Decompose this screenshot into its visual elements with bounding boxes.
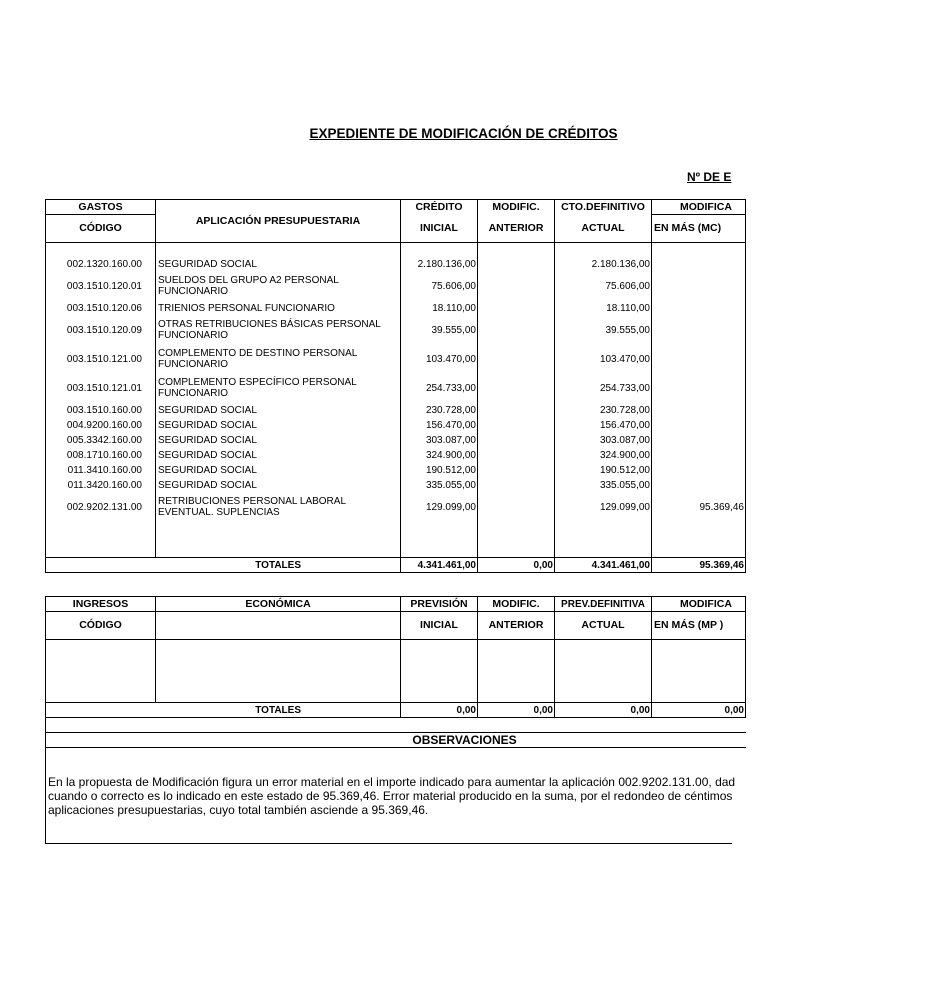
observaciones-title: OBSERVACIONES <box>412 733 517 747</box>
row-codigo: 003.1510.120.01 <box>46 272 156 301</box>
row-anterior <box>478 433 555 448</box>
row-anterior <box>478 374 555 403</box>
row-descripcion: SEGURIDAD SOCIAL <box>156 463 401 478</box>
row-inicial: 75.606,00 <box>401 272 478 301</box>
row-descripcion: SEGURIDAD SOCIAL <box>156 448 401 463</box>
row-en-mas <box>652 418 746 433</box>
row-descripcion: TRIENIOS PERSONAL FUNCIONARIO <box>156 301 401 316</box>
row-descripcion: SEGURIDAD SOCIAL <box>156 433 401 448</box>
row-anterior <box>478 493 555 522</box>
ingresos-inicial-header: INICIAL <box>401 612 478 640</box>
row-codigo: 003.1510.120.09 <box>46 316 156 345</box>
expediente-number-label: Nº DE E <box>687 170 732 184</box>
row-descripcion: OTRAS RETRIBUCIONES BÁSICAS PERSONAL FUNCIONARIO <box>156 316 401 345</box>
table-row <box>46 316 746 345</box>
row-descripcion: SEGURIDAD SOCIAL <box>156 403 401 418</box>
row-anterior <box>478 301 555 316</box>
document-title: EXPEDIENTE DE MODIFICACIÓN DE CRÉDITOS <box>309 126 618 141</box>
cto-definitivo-header: CTO.DEFINITIVO <box>555 200 652 215</box>
row-codigo: 005.3342.160.00 <box>46 433 156 448</box>
observaciones-line: aplicaciones presupuestarias, cuyo total también asciende a 95.369,46. <box>48 803 429 817</box>
row-codigo: 003.1510.121.00 <box>46 345 156 374</box>
row-actual: 75.606,00 <box>555 272 652 301</box>
ingresos-modific-header: MODIFIC. <box>478 597 555 612</box>
row-codigo: 004.9200.160.00 <box>46 418 156 433</box>
prevision-header: PREVISIÓN <box>401 597 478 612</box>
table-row <box>46 418 746 433</box>
gastos-table-container <box>45 199 744 573</box>
row-inicial: 254.733,00 <box>401 374 478 403</box>
row-inicial: 335.055,00 <box>401 478 478 493</box>
row-en-mas <box>652 448 746 463</box>
row-codigo: 003.1510.121.01 <box>46 374 156 403</box>
row-en-mas <box>652 301 746 316</box>
total-actual: 4.341.461,00 <box>555 558 652 573</box>
row-en-mas: 95.369,46 <box>652 493 746 522</box>
row-descripcion: SUELDOS DEL GRUPO A2 PERSONAL FUNCIONARIO <box>156 272 401 301</box>
modific-header: MODIFIC. <box>478 200 555 215</box>
row-codigo: 008.1710.160.00 <box>46 448 156 463</box>
ingresos-modificacion-header: MODIFICA <box>652 597 746 612</box>
total-inicial: 4.341.461,00 <box>401 558 478 573</box>
table-row <box>46 463 746 478</box>
row-descripcion: COMPLEMENTO ESPECÍFICO PERSONAL FUNCIONARIO <box>156 374 401 403</box>
row-anterior <box>478 345 555 374</box>
ingresos-anterior-header: ANTERIOR <box>478 612 555 640</box>
totales-label: TOTALES <box>156 558 401 573</box>
ingresos-total-en-mas: 0,00 <box>652 703 746 718</box>
ingresos-actual-header: ACTUAL <box>555 612 652 640</box>
row-en-mas <box>652 316 746 345</box>
row-codigo: 002.1320.160.00 <box>46 257 156 272</box>
table-row <box>46 257 746 272</box>
ingresos-totales-label: TOTALES <box>156 703 401 718</box>
row-actual: 230.728,00 <box>555 403 652 418</box>
table-row <box>46 374 746 403</box>
row-codigo: 003.1510.160.00 <box>46 403 156 418</box>
row-actual: 156.470,00 <box>555 418 652 433</box>
table-row <box>46 478 746 493</box>
gastos-totals-row <box>46 558 746 573</box>
ingresos-codigo-header: CÓDIGO <box>46 612 156 640</box>
row-codigo: 002.9202.131.00 <box>46 493 156 522</box>
row-en-mas <box>652 374 746 403</box>
row-inicial: 303.087,00 <box>401 433 478 448</box>
row-anterior <box>478 403 555 418</box>
row-anterior <box>478 272 555 301</box>
row-codigo: 011.3420.160.00 <box>46 478 156 493</box>
row-codigo: 003.1510.120.06 <box>46 301 156 316</box>
modificacion-header: MODIFICA <box>652 200 746 215</box>
table-row <box>46 403 746 418</box>
row-actual: 103.470,00 <box>555 345 652 374</box>
row-actual: 18.110,00 <box>555 301 652 316</box>
row-en-mas <box>652 478 746 493</box>
codigo-header: CÓDIGO <box>46 215 156 243</box>
observaciones-line: En la propuesta de Modificación figura un error material en el importe indicado para aumentar la aplicación 002.9202.131.00, dad <box>48 775 736 789</box>
row-anterior <box>478 316 555 345</box>
table-row <box>46 433 746 448</box>
inicial-header: INICIAL <box>401 215 478 243</box>
gastos-table <box>45 199 746 573</box>
row-anterior <box>478 448 555 463</box>
ingresos-header: INGRESOS <box>46 597 156 612</box>
row-actual: 335.055,00 <box>555 478 652 493</box>
ingresos-total-inicial: 0,00 <box>401 703 478 718</box>
ingresos-table <box>45 596 746 718</box>
row-inicial: 39.555,00 <box>401 316 478 345</box>
gastos-header: GASTOS <box>46 200 156 215</box>
row-actual: 324.900,00 <box>555 448 652 463</box>
row-actual: 2.180.136,00 <box>555 257 652 272</box>
row-inicial: 230.728,00 <box>401 403 478 418</box>
row-anterior <box>478 478 555 493</box>
row-en-mas <box>652 345 746 374</box>
row-en-mas <box>652 463 746 478</box>
row-descripcion: SEGURIDAD SOCIAL <box>156 418 401 433</box>
observaciones-section <box>45 717 736 844</box>
prev-definitiva-header: PREV.DEFINITIVA <box>555 597 652 612</box>
row-en-mas <box>652 403 746 418</box>
total-en-mas: 95.369,46 <box>652 558 746 573</box>
row-inicial: 103.470,00 <box>401 345 478 374</box>
row-actual: 190.512,00 <box>555 463 652 478</box>
row-descripcion: COMPLEMENTO DE DESTINO PERSONAL FUNCIONARIO <box>156 345 401 374</box>
table-row <box>46 272 746 301</box>
credito-header: CRÉDITO <box>401 200 478 215</box>
total-anterior: 0,00 <box>478 558 555 573</box>
row-anterior <box>478 257 555 272</box>
row-inicial: 2.180.136,00 <box>401 257 478 272</box>
ingresos-totals-row <box>46 703 746 718</box>
row-inicial: 190.512,00 <box>401 463 478 478</box>
row-anterior <box>478 463 555 478</box>
row-actual: 303.087,00 <box>555 433 652 448</box>
row-en-mas <box>652 257 746 272</box>
row-actual: 254.733,00 <box>555 374 652 403</box>
observaciones-line: cuando o correcto es lo indicado en este estado de 95.369,46. Error material producido en la suma, por el redondeo de céntimos <box>48 789 733 803</box>
row-codigo: 011.3410.160.00 <box>46 463 156 478</box>
table-row <box>46 345 746 374</box>
table-row <box>46 448 746 463</box>
row-anterior <box>478 418 555 433</box>
ingresos-table-container <box>45 596 744 718</box>
row-descripcion: SEGURIDAD SOCIAL <box>156 478 401 493</box>
actual-header: ACTUAL <box>555 215 652 243</box>
en-mas-header: EN MÁS (MC) <box>652 215 746 243</box>
table-row <box>46 301 746 316</box>
row-inicial: 156.470,00 <box>401 418 478 433</box>
row-inicial: 129.099,00 <box>401 493 478 522</box>
aplicacion-header: APLICACIÓN PRESUPUESTARIA <box>156 200 401 243</box>
table-row <box>46 493 746 522</box>
row-descripcion: RETRIBUCIONES PERSONAL LABORAL EVENTUAL. SUPLENCIAS <box>156 493 401 522</box>
row-descripcion: SEGURIDAD SOCIAL <box>156 257 401 272</box>
row-inicial: 324.900,00 <box>401 448 478 463</box>
economica-header: ECONÓMICA <box>156 597 401 612</box>
anterior-header: ANTERIOR <box>478 215 555 243</box>
ingresos-total-actual: 0,00 <box>555 703 652 718</box>
row-actual: 129.099,00 <box>555 493 652 522</box>
row-inicial: 18.110,00 <box>401 301 478 316</box>
observaciones-text <box>48 775 948 817</box>
row-en-mas <box>652 433 746 448</box>
row-actual: 39.555,00 <box>555 316 652 345</box>
row-en-mas <box>652 272 746 301</box>
ingresos-en-mas-header: EN MÁS (MP ) <box>652 612 746 640</box>
ingresos-total-anterior: 0,00 <box>478 703 555 718</box>
